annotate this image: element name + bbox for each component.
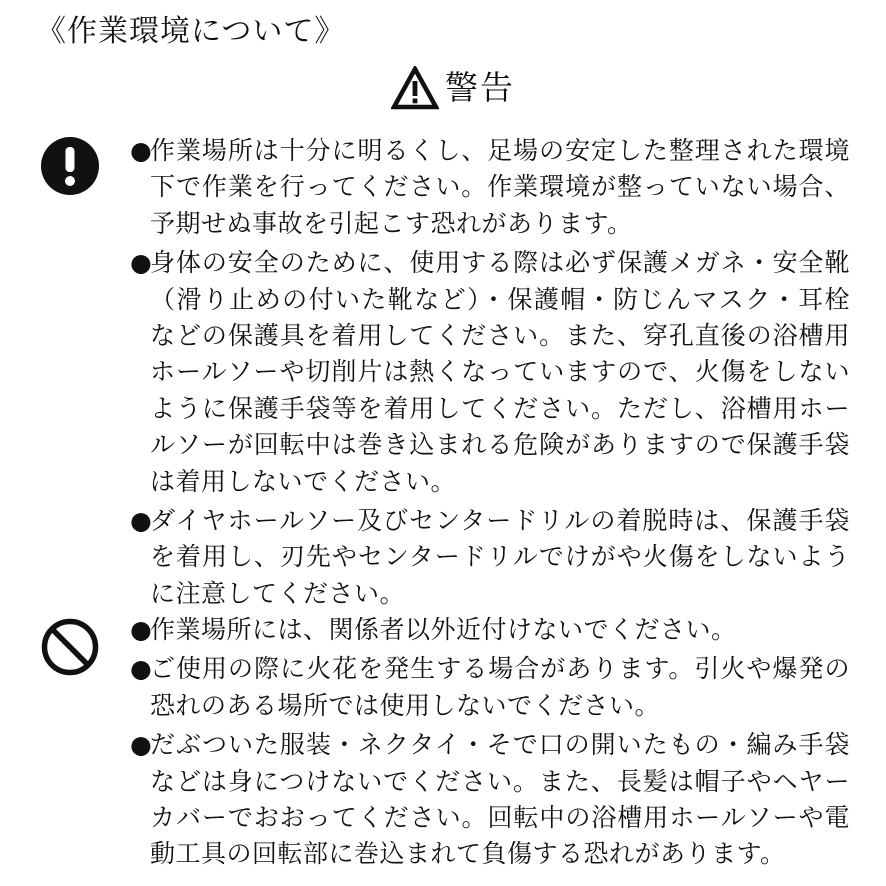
item-text: ご使用の際に火花を発生する場合があります。引火や爆発の恐れのある場所では使用しないでください。	[150, 654, 850, 720]
list-item	[128, 612, 850, 648]
item-text: だぶついた服装・ネクタイ・そで口の開いたもの・編み手袋などは身につけないでください。また、長髪は帽子やヘヤーカバーでおおってください。回転中の浴槽用ホールソーや電動工具の回転部に巻込まれて負傷する恐れがあります。	[150, 730, 850, 869]
bullet: ●	[130, 506, 153, 536]
list-item	[128, 727, 850, 873]
warning-triangle-icon	[391, 66, 439, 110]
warning-heading	[0, 64, 886, 112]
warning-label: 警告	[445, 68, 515, 107]
bullet: ●	[130, 654, 153, 684]
prohibition-group	[128, 612, 850, 876]
item-text: ダイヤホールソー及びセンタードリルの着脱時は、保護手袋を着用し、刃先やセンタードリルでけがや火傷をしないように注意してください。	[150, 506, 850, 608]
item-text: 身体の安全のために、使用する際は必ず保護メガネ・安全靴（滑り止めの付いた靴など）・保護帽・防じんマスク・耳栓などの保護具を着用してください。また、穿孔直後の浴槽用ホールソーや切削片は熱くなっていますので、火傷をしないように保護手袋等を着用してください。ただし、浴槽用ホールソーが回転中は巻き込まれる危険がありますので保護手袋は着用しないでください。	[150, 248, 850, 496]
list-item	[128, 245, 850, 500]
bullet: ●	[130, 136, 153, 165]
bullet: ●	[130, 730, 153, 760]
exclamation-circle-icon	[40, 136, 100, 196]
section-title: 《作業環境について》	[36, 14, 346, 49]
item-text: 作業場所には、関係者以外近付けないでください。	[150, 615, 737, 644]
prohibition-circle-icon	[40, 617, 100, 677]
list-item	[128, 651, 850, 724]
bullet: ●	[130, 248, 153, 278]
mandatory-group	[128, 133, 850, 615]
list-item	[128, 503, 850, 612]
item-text: 作業場所は十分に明るくし、足場の安定した整理された環境下で作業を行ってください。作業環境が整っていない場合、予期せぬ事故を引起こす恐れがあります。	[150, 136, 850, 238]
list-item	[128, 133, 850, 242]
bullet: ●	[130, 615, 153, 644]
